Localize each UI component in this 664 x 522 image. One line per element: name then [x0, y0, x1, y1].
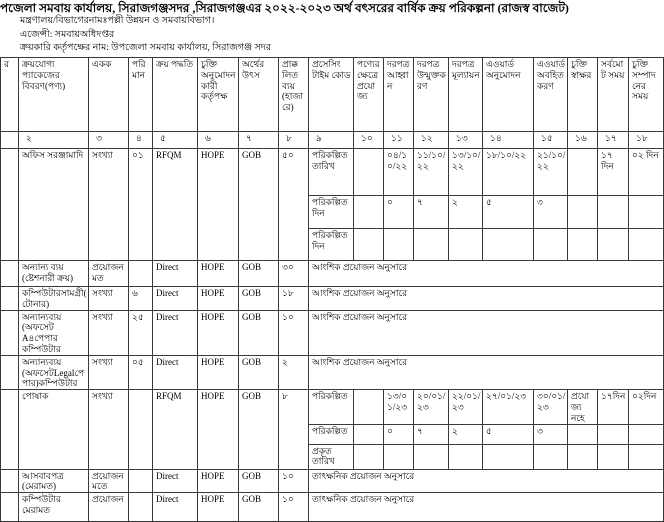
colnum-16: ১৬: [568, 132, 598, 149]
empty-cell: [449, 229, 483, 261]
r2-method: Direct: [153, 261, 198, 287]
colnum-4: ৪: [129, 132, 153, 149]
colnum-1: [1, 132, 19, 149]
r3-desc: কম্পিউটারসামগ্রী( টোনার): [19, 287, 89, 311]
r6-sub2-award-approve: ৫: [483, 424, 534, 444]
hdr-qty: পরিমান: [129, 58, 153, 132]
r5-fund: GOB: [239, 355, 279, 389]
empty-cell: [629, 424, 664, 444]
r8-approver: HOPE: [198, 493, 239, 522]
empty-cell: [1, 390, 19, 469]
empty-cell: [483, 229, 534, 261]
r7-cost: ১০: [279, 469, 309, 493]
empty-cell: [1, 310, 19, 355]
r8-unit: প্রয়োজন: [89, 493, 129, 522]
r1-sub3-label: পরিকল্পিত দিন: [309, 229, 354, 261]
r5-method: Direct: [153, 355, 198, 389]
hdr-tender-eval: দরপত্র মূল্যায়ন: [449, 58, 483, 132]
r8-cost: ১০: [279, 493, 309, 522]
empty-cell: [1, 287, 19, 311]
r6-fund: GOB: [239, 390, 279, 469]
r6-qty: [129, 390, 153, 469]
r7-fund: GOB: [239, 469, 279, 493]
r1-cost: ৫০: [279, 149, 309, 261]
hdr-processing-time: প্রসেসিং টাইম কোড: [309, 58, 354, 132]
r1-sub1-label: পরিকল্পিত তারিখ: [309, 149, 354, 196]
r2-unit: প্রয়োজনমত: [89, 261, 129, 287]
empty-cell: [629, 444, 664, 469]
r6-sub1-tender-open: ২০/০১/২৩: [414, 390, 449, 424]
hdr-award-notify: এওয়ার্ড অবহিতকরণ: [534, 58, 568, 132]
colnum-12: ১২: [414, 132, 449, 149]
r5-unit: সংখ্যা: [89, 355, 129, 389]
empty-cell: [384, 229, 414, 261]
r1-approver: HOPE: [198, 149, 239, 261]
r2-approver: HOPE: [198, 261, 239, 287]
r6-desc: পোষাক: [19, 390, 89, 469]
colnum-14: ১৪: [483, 132, 534, 149]
table-row: [1, 310, 664, 355]
r6-sub1-total-time: ১৭দিন: [598, 390, 629, 424]
colnum-18: ১৮: [629, 132, 664, 149]
colnum-2: ২: [19, 132, 89, 149]
r1-sub2-award-notify: ৩: [534, 196, 568, 229]
colnum-15: ১৫: [534, 132, 568, 149]
r6-cost: ৮: [279, 390, 309, 469]
r1-desc: অফিস সরঞ্জামাদি: [19, 149, 89, 261]
r1-sub2-tender-open: ৭: [414, 196, 449, 229]
r6-sub1-award-notify: ৩০/০১/২৩: [534, 390, 568, 424]
r7-method: Direct: [153, 469, 198, 493]
r1-sub2-tender-invite: ০: [384, 196, 414, 229]
r5-approver: HOPE: [198, 355, 239, 389]
empty-cell: [354, 149, 384, 196]
empty-cell: [598, 424, 629, 444]
hdr-serial: র: [1, 58, 19, 132]
r7-qty: [129, 469, 153, 493]
colnum-10: ১০: [354, 132, 384, 149]
hdr-goods-applicable: পণ্যের ক্ষেত্রে প্রযোজ্য: [354, 58, 384, 132]
procuring-entity-line: ক্রয়কারি কর্তৃপক্ষের নাম: উপজেলা সমবায় কার্যালয়, সিরাজগঞ্জ সদর: [20, 43, 271, 53]
r2-cost: ৩০: [279, 261, 309, 287]
r7-note: তাৎক্ষনিক প্রয়োজন অনুসারে: [309, 469, 664, 493]
r3-fund: GOB: [239, 287, 279, 311]
table-row: [1, 149, 664, 196]
r6-sub2-award-notify: ৩: [534, 424, 568, 444]
empty-cell: [568, 196, 598, 229]
r5-qty: ০৫: [129, 355, 153, 389]
hdr-contract-sign: চুক্তি স্বাক্ষর: [568, 58, 598, 132]
empty-cell: [534, 444, 568, 469]
r2-note: আংশিক প্রয়োজন অনুসারে: [309, 261, 664, 287]
r5-note: আংশিক প্রয়োজন অনুসারে: [309, 355, 664, 389]
r3-cost: ১৮: [279, 287, 309, 311]
r1-qty: ০১: [129, 149, 153, 261]
empty-cell: [629, 196, 664, 229]
empty-cell: [483, 444, 534, 469]
empty-cell: [384, 444, 414, 469]
table-row: [1, 287, 664, 311]
empty-cell: [1, 355, 19, 389]
r6-sub2-tender-open: ৭: [414, 424, 449, 444]
r1-sub1-tender-open: ১১/১০/২২: [414, 149, 449, 196]
r3-unit: সংখ্যা: [89, 287, 129, 311]
hdr-tender-open: দরপত্র উন্মুক্তকরণ: [414, 58, 449, 132]
hdr-est-cost: প্রাক্কলিত ব্যয় (হাজারে): [279, 58, 309, 132]
empty-cell: [568, 424, 598, 444]
r2-desc: অন্যান্য ব্যয় (ষ্টেশনারী ক্রয়): [19, 261, 89, 287]
r3-qty: ৬: [129, 287, 153, 311]
r1-sub2-award-approve: ৫: [483, 196, 534, 229]
empty-cell: [354, 229, 384, 261]
colnum-3: ৩: [89, 132, 129, 149]
colnum-6: ৬: [198, 132, 239, 149]
hdr-package-desc: ক্রয়যোগ্য প্যাকেজের বিবরণ(পণ্য): [19, 58, 89, 132]
empty-cell: [414, 444, 449, 469]
r6-sub2-label: পরিকল্পিত: [309, 424, 354, 444]
colnum-9: ৯: [309, 132, 354, 149]
r4-unit: সংখ্যা: [89, 310, 129, 355]
r6-approver: HOPE: [198, 390, 239, 469]
column-number-row: [1, 132, 664, 149]
r7-unit: প্রয়োজন মতে: [89, 469, 129, 493]
r6-unit: সংখ্যা: [89, 390, 129, 469]
r8-note: তাৎক্ষনিক প্রয়োজন অনুসারে: [309, 493, 664, 522]
r6-sub1-label: পরিকল্পিত: [309, 390, 354, 424]
empty-cell: [598, 196, 629, 229]
empty-cell: [354, 196, 384, 229]
table-row: [1, 493, 664, 522]
r6-sub1-contract-sign: প্রযোজ্য নহে: [568, 390, 598, 424]
r4-approver: HOPE: [198, 310, 239, 355]
hdr-completion-time: চুক্তি সম্পাদনের সময়: [629, 58, 664, 132]
hdr-fund-source: অর্থের উৎস: [239, 58, 279, 132]
colnum-11: ১১: [384, 132, 414, 149]
hdr-method: ক্রয় পদ্ধতি: [153, 58, 198, 132]
r4-desc: অন্যান্যব্যয় (অফসেট A৪পেপার কম্পিউটার: [19, 310, 89, 355]
r6-sub2-tender-invite: ০: [384, 424, 414, 444]
empty-cell: [354, 424, 384, 444]
r6-sub3-label: প্রকৃত তারিখ: [309, 444, 354, 469]
r1-sub1-tender-eval: ১৩/১০/২২: [449, 149, 483, 196]
r6-sub1-tender-eval: ২২/০১/২৩: [449, 390, 483, 424]
empty-cell: [414, 229, 449, 261]
r2-qty: [129, 261, 153, 287]
r3-note: আংশিক প্রয়োজন অনুসারে: [309, 287, 664, 311]
agency-line: এজেন্সী: সমবায়অধিদপ্তর: [20, 29, 115, 40]
r6-method: RFQM: [153, 390, 198, 469]
r4-qty: ২৫: [129, 310, 153, 355]
table-row: [1, 261, 664, 287]
r4-note: আংশিক প্রয়োজন অনুসারে: [309, 310, 664, 355]
r6-sub1-completion-time: ০২দিন: [629, 390, 664, 424]
empty-cell: [1, 493, 19, 522]
r1-method: RFQM: [153, 149, 198, 261]
r8-method: Direct: [153, 493, 198, 522]
empty-cell: [1, 149, 19, 261]
empty-cell: [534, 229, 568, 261]
colnum-13: ১৩: [449, 132, 483, 149]
header-row: [1, 58, 664, 132]
r6-sub2-tender-eval: ২: [449, 424, 483, 444]
r1-fund: GOB: [239, 149, 279, 261]
r6-sub1-tender-invite: ১৩/০১/২৩: [384, 390, 414, 424]
empty-cell: [354, 390, 384, 424]
title-block: [0, 0, 663, 57]
procurement-plan-table: [0, 57, 664, 522]
empty-cell: [1, 469, 19, 493]
empty-cell: [568, 229, 598, 261]
table-row: [1, 355, 664, 389]
empty-cell: [568, 444, 598, 469]
r3-approver: HOPE: [198, 287, 239, 311]
r1-sub2-tender-eval: ২: [449, 196, 483, 229]
r1-sub2-label: পরিকল্পিত দিন: [309, 196, 354, 229]
colnum-17: ১৭: [598, 132, 629, 149]
r7-approver: HOPE: [198, 469, 239, 493]
r8-qty: [129, 493, 153, 522]
r4-fund: GOB: [239, 310, 279, 355]
r8-fund: GOB: [239, 493, 279, 522]
empty-cell: [598, 444, 629, 469]
empty-cell: [598, 229, 629, 261]
empty-cell: [629, 229, 664, 261]
empty-cell: [1, 261, 19, 287]
page-title: পজেলা সমবায় কার্যালয়, সিরাজগঞ্জসদর ,সিরাজগঞ্জএর ২০২২-২০২৩ অর্থ বৎসরের বার্ষিক ক্রয় পরিকল্পনা (রাজস্ব বাজেট): [0, 1, 569, 15]
hdr-approver: চুক্তি অনুমোদন কারী কর্তৃপক্ষ: [198, 58, 239, 132]
r1-unit: সংখ্যা: [89, 149, 129, 261]
colnum-5: ৫: [153, 132, 198, 149]
r6-sub1-award-approve: ২৭/০১/২৩: [483, 390, 534, 424]
table-row: [1, 469, 664, 493]
colnum-8: ৮: [279, 132, 309, 149]
hdr-total-time: সর্বমোট সময়: [598, 58, 629, 132]
r3-method: Direct: [153, 287, 198, 311]
empty-cell: [354, 444, 384, 469]
r2-fund: GOB: [239, 261, 279, 287]
r4-cost: ১০: [279, 310, 309, 355]
r1-sub1-tender-invite: ০৪/১০/২২: [384, 149, 414, 196]
r1-sub1-award-approve: ১৮/১০/২২: [483, 149, 534, 196]
r1-sub1-total-time: ১৭ দিন: [598, 149, 629, 196]
r4-method: Direct: [153, 310, 198, 355]
r7-desc: আসবাবপত্র (মেরামত): [19, 469, 89, 493]
colnum-7: ৭: [239, 132, 279, 149]
hdr-tender-invite: দরপত্র আহ্বান: [384, 58, 414, 132]
hdr-award-approve: এওয়ার্ড অনুমোদন: [483, 58, 534, 132]
r5-cost: ২: [279, 355, 309, 389]
r5-desc: অন্যান্যব্যয় (অফসেটLegalপেপার)কম্পিউটার: [19, 355, 89, 389]
hdr-unit: একক: [89, 58, 129, 132]
empty-cell: [568, 149, 598, 196]
ministry-line: মন্ত্রণালয়/বিভাগেরনামঃপল্লী উন্নয়ন ও সমবায়বিভাগ।: [20, 16, 215, 26]
table-row: [1, 390, 664, 424]
r8-desc: কম্পিউটার মেরামত: [19, 493, 89, 522]
empty-cell: [449, 444, 483, 469]
r1-sub1-award-notify: ২১/১০/২২: [534, 149, 568, 196]
r1-sub1-completion-time: ০২ দিন: [629, 149, 664, 196]
